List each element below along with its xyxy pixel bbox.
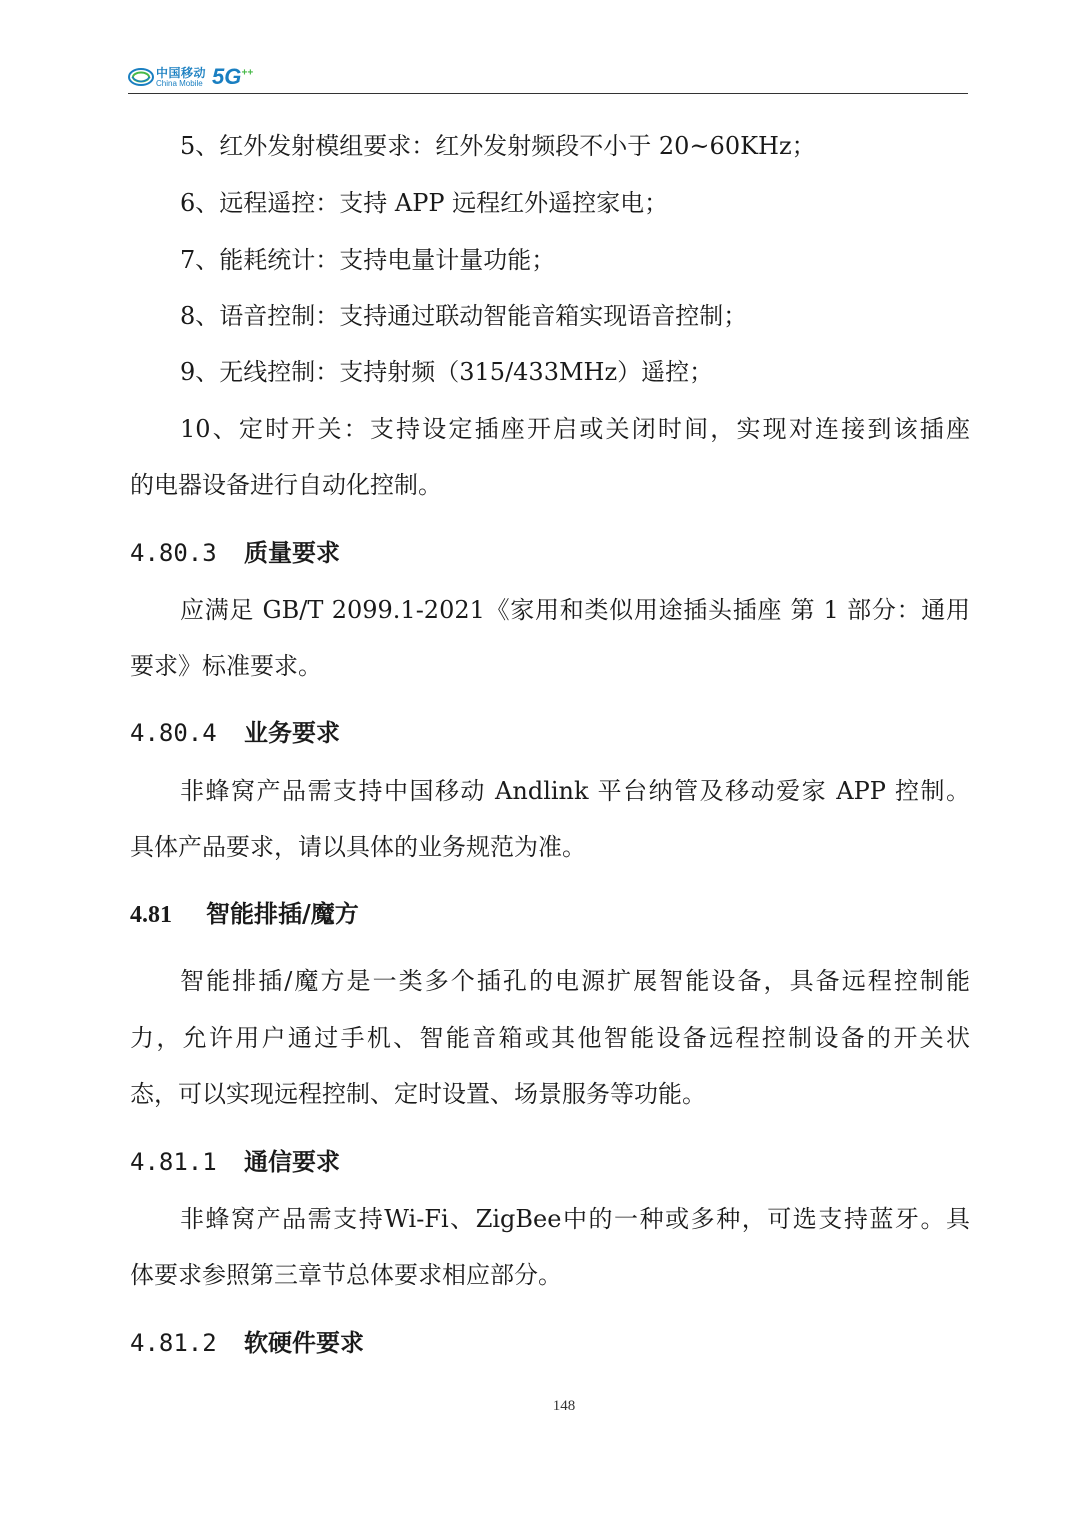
section-number: 4.81 <box>130 902 172 928</box>
section-number: 4.80.3 <box>130 539 217 567</box>
china-mobile-icon <box>128 64 154 90</box>
list-item: 7、能耗统计：支持电量计量功能； <box>180 246 556 274</box>
paragraph-line: 力，允许用户通过手机、智能音箱或其他智能设备远程控制设备的开关状 <box>130 1024 970 1052</box>
logo-5g-text: 5G++ <box>212 64 254 89</box>
paragraph-line: 应满足 GB/T 2099.1-2021《家用和类似用途插头插座 第 1 部分：通用 <box>180 596 970 624</box>
paragraph-line: 具体产品要求，请以具体的业务规范为准。 <box>130 833 586 861</box>
header-divider <box>128 93 968 94</box>
list-item: 8、语音控制：支持通过联动智能音箱实现语音控制； <box>180 302 748 330</box>
section-number: 4.80.4 <box>130 719 217 747</box>
paragraph-line: 智能排插/魔方是一类多个插孔的电源扩展智能设备，具备远程控制能 <box>180 967 970 995</box>
section-heading-4-80-3 <box>130 537 970 569</box>
list-item: 9、无线控制：支持射频（315/433MHz）遥控； <box>180 358 714 386</box>
list-item: 10、定时开关：支持设定插座开启或关闭时间，实现对连接到该插座 <box>180 415 970 443</box>
section-heading-4-81-1 <box>130 1146 970 1178</box>
page-number: 148 <box>552 1398 576 1414</box>
section-number: 4.81.2 <box>130 1329 217 1357</box>
paragraph-line: 非蜂窝产品需支持Wi-Fi、ZigBee中的一种或多种，可选支持蓝牙。具 <box>180 1205 970 1233</box>
paragraph-line: 体要求参照第三章节总体要求相应部分。 <box>130 1261 562 1289</box>
section-heading-4-81 <box>130 898 970 931</box>
list-item: 6、远程遥控：支持 APP 远程红外遥控家电； <box>180 189 669 217</box>
section-number: 4.81.1 <box>130 1148 217 1176</box>
china-mobile-logo <box>128 62 268 96</box>
paragraph-line: 要求》标准要求。 <box>130 652 322 680</box>
section-title: 智能排插/魔方 <box>206 899 359 928</box>
section-heading-4-81-2 <box>130 1327 970 1359</box>
paragraph-line: 非蜂窝产品需支持中国移动 Andlink 平台纳管及移动爱家 APP 控制。 <box>180 777 970 805</box>
page-header <box>128 58 968 96</box>
section-title: 质量要求 <box>244 538 340 567</box>
section-title: 通信要求 <box>244 1147 340 1176</box>
section-title: 业务要求 <box>244 718 340 747</box>
logo-english-text: China Mobile <box>156 79 203 88</box>
section-title: 软硬件要求 <box>244 1328 364 1357</box>
list-item-continuation: 的电器设备进行自动化控制。 <box>130 471 442 499</box>
section-heading-4-80-4 <box>130 717 970 749</box>
list-item: 5、红外发射模组要求：红外发射频段不小于 20~60KHz； <box>180 132 816 160</box>
logo-chinese-text: 中国移动 <box>156 66 207 80</box>
paragraph-line: 态，可以实现远程控制、定时设置、场景服务等功能。 <box>130 1080 706 1108</box>
